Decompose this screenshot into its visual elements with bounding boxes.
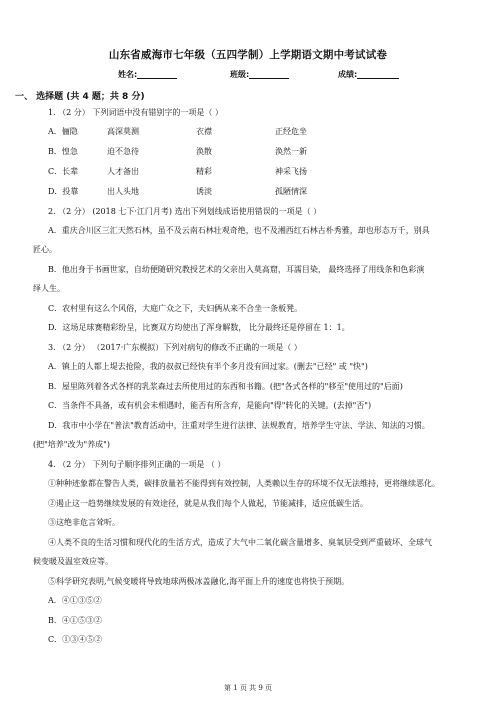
question-2-option-c[interactable]: C．农村里有这么个风俗，大庭广众之下，夫妇俩从来不合坐一条板凳。 xyxy=(48,304,303,313)
score-label: 成绩: xyxy=(338,70,358,79)
question-4-option-a[interactable]: A．④①③⑤② xyxy=(48,596,102,605)
question-2-option-b[interactable]: B．他出身于书画世家，自幼便随研究教授艺术的父亲出入莫高窟，耳濡目染， 最终选择了用线条和色彩演 xyxy=(48,265,425,274)
question-2-option-b-cont: 绎人生。 xyxy=(33,284,65,293)
question-3-option-b[interactable]: B．屋里陈列着各式各样的乳浆森过去所使用过的东西和书籍。(把"各式各样的"移至"使用过的"后面) xyxy=(48,382,403,391)
exam-title: 山东省威海市七年级（五四学制）上学期语文期中考试试卷 xyxy=(108,49,388,61)
question-3-option-a[interactable]: A．镇上的人都上堤去抢险，我的叔叔已经快有半个多月没有回过家。(删去"已经" 或 "快") xyxy=(48,362,368,371)
question-4-sentence-4-cont: 候变暖及温室效应等。 xyxy=(33,557,113,566)
question-4-sentence-2: ②遏止这一趋势继续发展的有效途径，就是从我们每个人做起，节能减排，适应低碳生活。 xyxy=(48,499,368,508)
score-blank[interactable] xyxy=(357,69,399,79)
question-4-sentence-4: ④人类不良的生活习惯和现代化的生活方式，造成了大气中二氧化碳含量增多、臭氧层受到严重破坏、全球气 xyxy=(48,538,432,547)
question-3-option-d-cont: (把"培养"改为"养成") xyxy=(33,440,110,449)
question-2-option-a-cont: 匠心。 xyxy=(33,245,57,254)
question-1-stem: 1. （2 分） 下列词语中没有错别字的一项是（ ） xyxy=(48,108,223,117)
class-blank[interactable] xyxy=(249,69,289,79)
question-4-stem: 4. （2 分） 下列句子顺序排列正确的一项是 （ ） xyxy=(48,460,226,469)
name-field[interactable] xyxy=(118,69,177,80)
question-4-sentence-3: ③这绝非危言耸听。 xyxy=(48,518,120,527)
section-heading: 一、 选择题 (共 4 题；共 8 分) xyxy=(15,92,145,102)
page-footer: 第 1 页 共 9 页 xyxy=(223,684,273,692)
question-4-option-c[interactable]: C．①③④⑤② xyxy=(48,635,103,644)
name-blank[interactable] xyxy=(137,69,177,79)
class-label: 班级: xyxy=(230,70,250,79)
class-field[interactable] xyxy=(230,69,289,80)
question-2-option-a[interactable]: A．重庆合川区三汇天然石林，虽不及云南石林壮观奇绝，也不及湘西红石林古朴秀雅，却也形态万千，别具 xyxy=(48,226,430,235)
question-4-sentence-5: ⑤科学研究表明,气候变暖将导致地球两极冰盖融化,海平面上升的速度也将快于预期。 xyxy=(48,577,350,586)
question-3-option-d[interactable]: D．我市中小学在"普法"教育活动中，注重对学生进行法律、法规教育，培养学生守法、学法、知法的习惯。 xyxy=(48,421,430,430)
question-2-option-d[interactable]: D．这场足球赛精彩纷呈，比赛双方均使出了浑身解数， 比分最终还是停留在 1：1。 xyxy=(48,323,350,332)
question-2-stem: 2. （2 分） (2018 七下·江门月考) 选出下列划线成语使用错误的一项是（ ） xyxy=(48,207,322,216)
question-3-option-c[interactable]: C．当条件不具备，或有机会未相遇时，能否有所含弃，是能向"得"转化的关键。(去掉"否") xyxy=(48,401,372,410)
question-4-sentence-1: ①种种迹象都在警告人类，碳排放量若不能得到有效控制，人类赖以生存的环境不仅无法维持，更将继续恶化。 xyxy=(48,479,440,488)
question-3-stem: 3. （2 分） （2017·广东模拟）下列对病句的修改不正确的一项是（ ） xyxy=(48,343,302,352)
exam-page: 山东省威海市七年级（五四学制）上学期语文期中考试试卷 姓名: 班级: 成绩: 一、 选择题 (共 4 题；共 8 分) 1. （2 分） 下列词语中没有错别字的一项是（ ） A．俪隐 高深莫测 衣襟 正经危坐 B．惶急 迫不急待 涣散 涣然一新 C．长辈 人才备出 精彩 神采飞扬 D．投靠 出人头地 诱淡 孤陋情深 2. （2 分） (2018 七下·江门月考) 选出下列划线成语使用错误的一项是（ ） A．重庆合川区三汇天然石林，虽不及云南石林壮观奇绝，也不及湘西红石林古朴秀雅，却也形态万千，别具 匠心。 B．他出身于书画世家，自幼便随研究教授艺术的父亲出入莫高窟，耳濡目染， 最终选择了用线条和色彩演 绎人生。 C．农村里有这么个风俗，大庭广众之下，夫妇俩从来不合坐一条板凳。 D．这场足球赛精彩纷呈，比赛双方均使出了浑身解数， 比分最终还是停留在 1：1。 3. （2 分） （2017·广东模拟）下列对病句的修改不正确的一项是（ ） A．镇上的人都上堤去抢险，我的叔叔已经快有半个多月没有回过家。(删去"已经" 或 "快") B．屋里陈列着各式各样的乳浆森过去所使用过的东西和书籍。(把"各式各样的"移至"使用过的"后面) C．当条件不具备，或有机会未相遇时，能否有所含弃，是能向"得"转化的关键。(去掉"否") D．我市中小学在"普法"教育活动中，注重对学生进行法律、法规教育，培养学生守法、学法、知法的习惯。 (把"培养"改为"养成") 4. （2 分） 下列句子顺序排列正确的一项是 （ ） ①种种迹象都在警告人类，碳排放量若不能得到有效控制，人类赖以生存的环境不仅无法维持，更将继续恶化。 ②遏止这一趋势继续发展的有效途径，就是从我们每个人做起，节能减排，适应低碳生活。 ③这绝非危言耸听。 ④人类不良的生活习惯和现代化的生活方式，造成了大气中二氧化碳含量增多、臭氧层受到严重破坏、全球气 候变暖及温室效应等。 ⑤科学研究表明,气候变暖将导致地球两极冰盖融化,海平面上升的速度也将快于预期。 A．④①③⑤② B．④①⑤③② C．①③④⑤② 第 1 页 共 9 页 xyxy=(0,0,496,702)
question-4-option-b[interactable]: B．④①⑤③② xyxy=(48,616,102,625)
score-field[interactable] xyxy=(338,69,399,80)
name-label: 姓名: xyxy=(118,70,138,79)
